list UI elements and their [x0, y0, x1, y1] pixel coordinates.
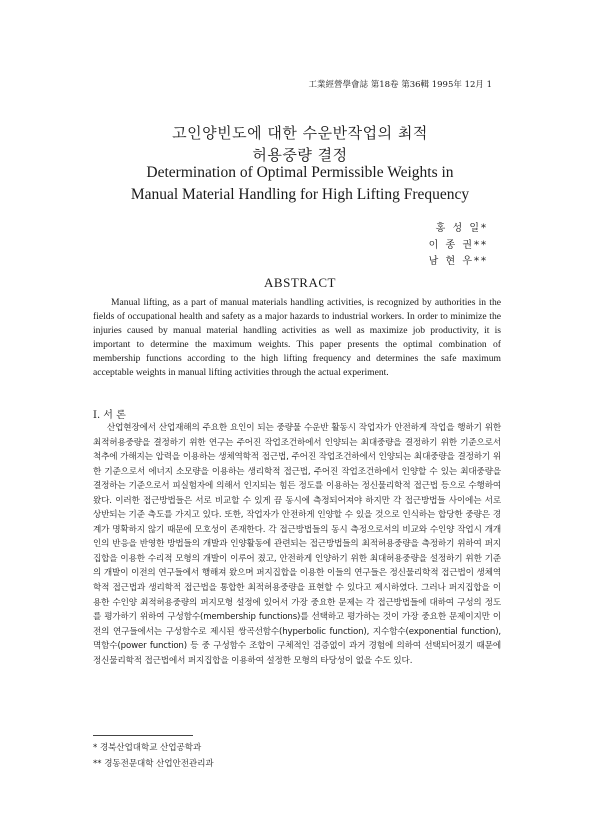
footnote-1: * 경북산업대학교 산업공학과 — [93, 743, 202, 753]
abstract-text: Manual lifting, as a part of manual materials handling activities, is recognized by authorities in the fields of occupational health and safety as a major hazards to industrial workers. In order to minimize the injuries caused by manual material handling activities as well as maximize job productivity, it is important to determine the maximum weights. This paper presents the optimal combination of membership functions according to the high lifting frequency and determines the safe maximum acceptable weights in manual lifting activities through the actual experiment. — [93, 297, 501, 378]
author-3: 남 현 우** — [428, 256, 488, 267]
section-heading-introduction: I. 서 론 — [93, 410, 126, 421]
author-1: 홍 성 일* — [435, 223, 488, 234]
author-2: 이 종 권** — [428, 240, 488, 251]
title-english-line1: Determination of Optimal Permissible Weights in — [146, 164, 454, 181]
title-english-line2: Manual Material Handling for High Lifting Frequency — [130, 186, 470, 203]
running-head: 工業經營學會誌 第18卷 第36輯 1995年 12月 1 — [308, 80, 492, 90]
abstract-heading: ABSTRACT — [264, 275, 336, 290]
title-korean-line2: 허용중량 결정 — [252, 146, 348, 164]
introduction-text: 산업현장에서 산업재해의 주요한 요인이 되는 중량물 수운반 활동시 작업자가 안전하게 작업을 행하기 위한 최적허용중량을 결정하기 위한 연구는 주어진 작업조건하에서 인양되는 최대중량을 결정하기 위한 기준으로서 척추에 가해지는 압력을 이용하는 생체역학적 접근법, 주어진 작업조건하에서 인양되는 최대중량을 결정하기 위한 기준으로서 에너지 소모량을 이용하는 생리학적 접근법, 주어진 작업조건하에서 인양할 수 있는 최대중량을 결정하는 기준으로서 피실험자에 의해서 인지되는 힘든 정도를 이용하는 정신물리학적 접근법 등으로 수행하여 왔다. 이러한 접근방법들은 서로 비교할 수 있게 끔 동시에 측정되어져야 하지만 각 접근방법들 사이에는 서로 상반되는 기준 측도를 가지고 있다. 또한, 작업자가 안전하게 인양할 수 있을 것으로 인식하는 합당한 중량은 경계가 명확하지 않기 때문에 모호성이 존재한다. 각 접근방법들의 동시 측정으로서의 비교와 수인양 작업시 개개인의 반응을 반영한 방법들의 개발과 인양활동에 관련되는 접근방법들의 최적허용중량을 측정하기 위하여 퍼지집합을 이용한 수리적 모형의 개발이 이루어 졌고, 안전하게 인양하기 위한 최대허용중량을 설정하기 위한 기준의 개발이 이전의 연구들에서 행해져 왔으며 퍼지집합을 이용한 이들의 연구들은 정신물리학적 접근법이 생체역학적 접근법과 생리학적 접근법을 통합한 최적허용중량을 표현할 수 있다고 제시하였다. 그러나 퍼지집합을 이용한 수인양 최적허용중량의 퍼지모형 설정에 있어서 가장 중요한 문제는 각 접근방법들에 대하여 구성의 정도를 평가하기 위하여 구성함수(membership functions)를 선택하고 평가하는 것이 가장 중요한 문제이지만 이전의 연구들에서는 구성함수로 제시된 쌍곡선함수(hyperbolic function), 지수함수(exponential function), 멱함수(power function) 등 중 구성함수 조합이 구체적인 검증없이 과거 경험에 의하여 선택되어졌기 때문에 정신물리학적 접근법에서 퍼지집합을 이용하여 설정한 모형의 타당성이 없을 수도 있다. — [93, 423, 501, 666]
footnote-rule — [93, 735, 193, 736]
footnote-2: ** 경동전문대학 산업안전관리과 — [93, 759, 214, 769]
title-korean-line1: 고인양빈도에 대한 수운반작업의 최적 — [172, 124, 428, 142]
